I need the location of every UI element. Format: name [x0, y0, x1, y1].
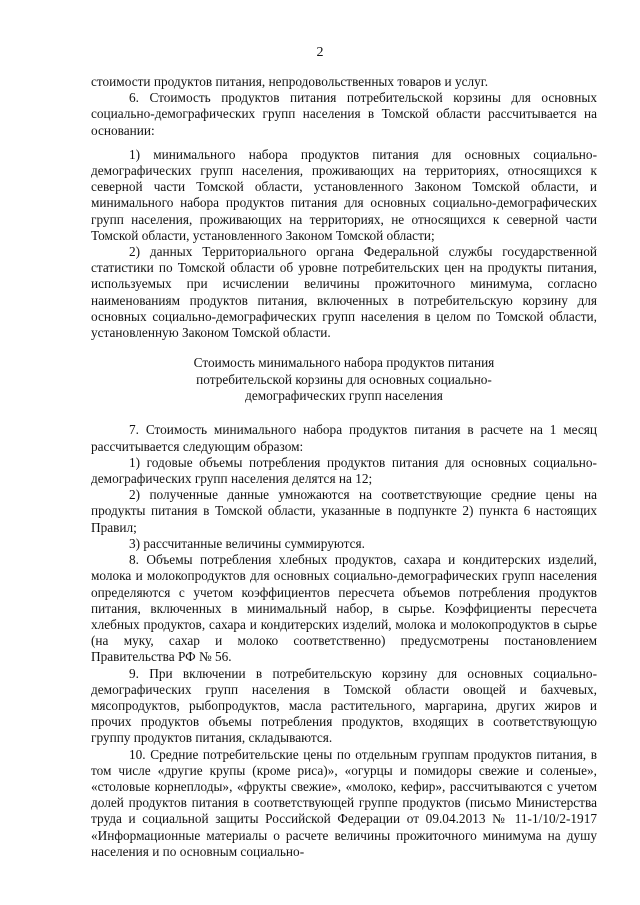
section-heading-line: демографических групп населения	[245, 388, 443, 404]
page-number: 2	[316, 45, 324, 60]
paragraph-gap	[91, 139, 597, 147]
paragraph: 7. Стоимость минимального набора продуктов питания в расчете на 1 месяц рассчитывается следующим образом:	[91, 422, 597, 454]
paragraph: 6. Стоимость продуктов питания потребительской корзины для основных социально-демографических групп населения в Томской области рассчитывается на основании:	[91, 90, 597, 138]
paragraph: 2) данных Территориального органа Федеральной службы государственной статистики по Томской области об уровне потребительских цен на продукты питания, используемых при исчислении величины прожиточного минимума, согласно наименованиям продуктов питания, включенных в потребительскую корзину для основных социально-демографических групп населения в целом по Томской области, установленную Законом Томской области.	[91, 244, 597, 341]
paragraph: 10. Средние потребительские цены по отдельным группам продуктов питания, в том числе «другие крупы (кроме риса)», «огурцы и помидоры свежие и соленые», «столовые корнеплоды», «фрукты свежие», «молоко, кефир», рассчитываются с учетом долей продуктов питания в соответствующей группе продуктов (письмо Министерства труда и социальной защиты Российской Федерации от 09.04.2013 № 11-1/10/2-1917 «Информационные материалы о расчете величины прожиточного минимума на душу населения и по основным социально-	[91, 746, 597, 859]
paragraph: стоимости продуктов питания, непродовольственных товаров и услуг.	[91, 74, 489, 89]
paragraph: 1) минимального набора продуктов питания для основных социально-демографических групп населения, проживающих на территориях, относящихся к северной части Томской области, установленного Законом Томской области, и минимального набора продуктов питания для основных социально-демографических групп населения, проживающих на территориях, не относящихся к северной части Томской области, установленного Законом Томской области;	[91, 146, 597, 243]
paragraph: 8. Объемы потребления хлебных продуктов, сахара и кондитерских изделий, молока и молокопродуктов для основных социально-демографических групп населения определяются с учетом коэффициентов пересчета объемов потребления продуктов питания, включенных в минимальный набор, в сырье. Коэффициенты пересчета хлебных продуктов, сахара и кондитерских изделий, молока и молокопродуктов в сырье (на муку, сахар и молоко соответственно) предусмотрены постановлением Правительства РФ № 56.	[91, 552, 597, 665]
document-body	[91, 74, 597, 860]
paragraph: 3) рассчитанные величины суммируются.	[129, 535, 365, 551]
paragraph: 1) годовые объемы потребления продуктов питания для основных социально-демографических групп населения делятся на 12;	[91, 454, 597, 487]
paragraph: 2) полученные данные умножаются на соответствующие средние цены на продукты питания в Томской области, указанные в подпункте 2) пункта 6 настоящих Правил;	[91, 487, 597, 535]
section-heading-line: потребительской корзины для основных социально-	[196, 371, 492, 387]
section-heading	[91, 355, 597, 404]
section-heading-line: Стоимость минимального набора продуктов питания	[193, 355, 495, 371]
paragraph: 9. При включении в потребительскую корзину для основных социально-демографических групп населения в Томской области овощей и бахчевых, мясопродуктов, рыбопродуктов, масла растительного, маргарина, других жиров и прочих продуктов объемы потребления продуктов, входящих в соответствующую группу продуктов питания, складываются.	[91, 665, 597, 746]
